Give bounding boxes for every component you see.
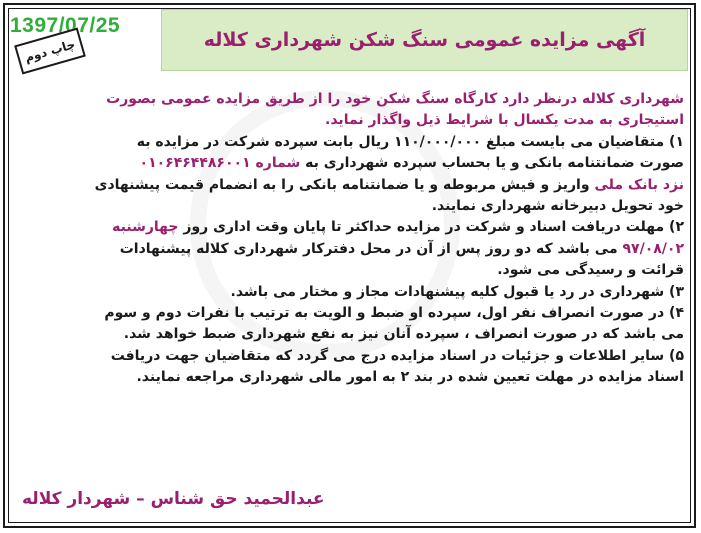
item1-line-2 bbox=[12, 153, 684, 174]
intro-line-2: استیجاری به مدت یکسال با شرایط ذیل واگذار نماید. bbox=[325, 112, 684, 129]
item2-line-1-text: ۲) مهلت دریافت اسناد و شرکت در مزایده حداکثر تا پایان وقت اداری روز bbox=[178, 219, 684, 236]
item2-line-2-text: می باشد که دو روز پس از آن در محل دفترکار شهرداری کلاله پیشنهادات bbox=[119, 240, 623, 257]
item1-line-2-text: صورت ضمانتنامه بانکی و یا بحساب سپرده شهرداری به bbox=[300, 155, 684, 172]
publication-date: 1397/07/25 bbox=[10, 14, 121, 37]
signature: عبدالحمید حق شناس – شهردار کلاله bbox=[22, 489, 325, 509]
title-banner bbox=[161, 9, 688, 71]
account-number: شماره ۰۱۰۶۴۶۴۴۸۶۰۰۱ bbox=[139, 155, 301, 172]
item2-line-2 bbox=[12, 239, 684, 260]
notice-body bbox=[12, 89, 684, 388]
item1-line-4: خود تحویل دبیرخانه شهرداری نمایند. bbox=[431, 197, 684, 214]
intro-line-1: شهرداری کلاله درنظر دارد کارگاه سنگ شکن خود را از طریق مزایده عمومی بصورت bbox=[106, 91, 684, 107]
deadline-date: ۹۷/۰۸/۰۲ bbox=[622, 240, 684, 257]
item3-line: ۳) شهرداری در رد یا قبول کلیه پیشنهادات مجاز و مختار می باشد. bbox=[230, 283, 684, 300]
item5-line-1: ۵) سایر اطلاعات و جزئیات در اسناد مزایده درج می گردد که متقاضیان جهت دریافت bbox=[110, 347, 684, 364]
item1-line-3-text: واریز و فیش مربوطه و یا ضمانتنامه بانکی را به انضمام قیمت پیشنهادی bbox=[94, 176, 595, 193]
item1-line-3 bbox=[12, 175, 684, 196]
deadline-day: چهارشنبه bbox=[112, 219, 179, 236]
item2-line-3: قرائت و رسیدگی می شود. bbox=[497, 262, 684, 279]
item2-line-1 bbox=[12, 217, 684, 238]
notice-title: آگهی مزایده عمومی سنگ شکن شهرداری کلاله bbox=[203, 29, 646, 51]
second-print-stamp: چاپ دوم bbox=[14, 27, 86, 74]
item1-line-1: ۱) متقاضیان می بایست مبلغ ۱۱۰/۰۰۰/۰۰۰ ریال بابت سپرده شرکت در مزایده به bbox=[136, 133, 684, 150]
bank-name: نزد بانک ملی bbox=[594, 176, 684, 193]
item5-line-2: اسناد مزایده در مهلت تعیین شده در بند ۲ به امور مالی شهرداری مراجعه نمایند. bbox=[136, 369, 684, 386]
item4-line-2: می باشد که در صورت انصراف ، سپرده آنان نیز به نفع شهرداری ضبط خواهد شد. bbox=[123, 326, 684, 343]
item4-line-1: ۴) در صورت انصراف نفر اول، سپرده او ضبط و الویت به ترتیب با نفرات دوم و سوم bbox=[104, 304, 684, 321]
